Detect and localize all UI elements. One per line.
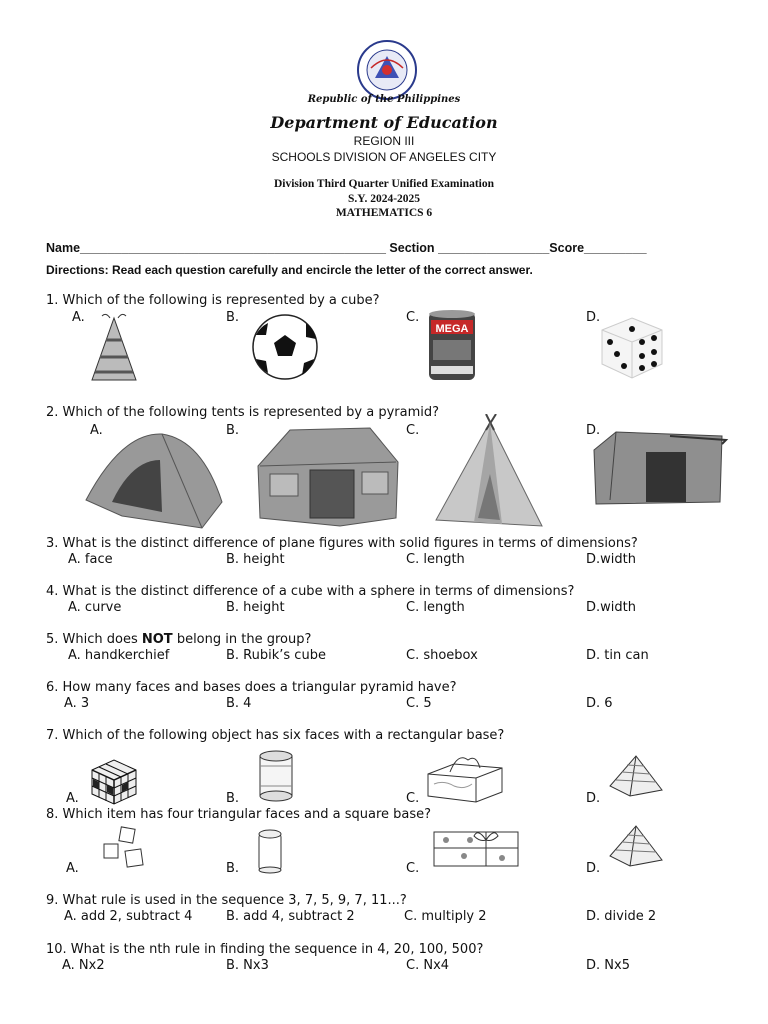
- gift-box-image: [430, 826, 522, 870]
- school-year: S.Y. 2024-2025: [347, 193, 421, 205]
- question-9: 9. What rule is used in the sequence 3, 7, 5, 9, 7, 11...?: [46, 893, 407, 908]
- q4-option-b[interactable]: B. height: [226, 600, 285, 615]
- canopy-tent-image: [590, 424, 730, 516]
- q8-option-b[interactable]: B.: [226, 861, 240, 876]
- q6-option-b[interactable]: B. 4: [226, 696, 252, 711]
- tissue-box-image: [424, 752, 506, 804]
- score-field[interactable]: _________: [584, 241, 647, 255]
- question-4: 4. What is the distinct difference of a cube with a sphere in terms of dimensions?: [46, 584, 575, 599]
- question-8: 8. Which item has four triangular faces and a square base?: [46, 807, 432, 822]
- question-7: 7. Which of the following object has six faces with a rectangular base?: [46, 728, 505, 743]
- q1-option-a[interactable]: A.: [72, 310, 85, 325]
- q6-option-c[interactable]: C. 5: [406, 696, 432, 711]
- rubiks-cube-image: [88, 758, 140, 806]
- deped-seal: [357, 40, 417, 100]
- q9-option-b[interactable]: B. add 4, subtract 2: [226, 909, 355, 924]
- region-label: REGION III: [353, 134, 415, 148]
- can-brand-label: MEGA: [435, 323, 469, 335]
- q6-option-d[interactable]: D. 6: [586, 696, 613, 711]
- question-1: 1. Which of the following is represented by a cube?: [46, 293, 380, 308]
- q1-option-c[interactable]: C.: [406, 310, 420, 325]
- republic-label: Republic of the Philippines: [307, 94, 461, 105]
- party-hat-image: [86, 312, 142, 384]
- dome-tent-image: [82, 430, 226, 530]
- q5-option-c[interactable]: C. shoebox: [406, 648, 478, 663]
- q5-text-pre: 5. Which does: [46, 632, 142, 647]
- sardine-can-image: [427, 308, 477, 384]
- q9-option-d[interactable]: D. divide 2: [586, 909, 657, 924]
- question-6: 6. How many faces and bases does a triangular pyramid have?: [46, 680, 457, 695]
- q8-option-a[interactable]: A.: [66, 861, 79, 876]
- ice-cubes-image: [100, 826, 148, 870]
- q7-option-d[interactable]: D.: [586, 791, 601, 806]
- q7-option-c[interactable]: C.: [406, 791, 420, 806]
- student-info-line: [46, 241, 647, 255]
- q9-option-a[interactable]: A. add 2, subtract 4: [64, 909, 193, 924]
- q10-option-a[interactable]: A. Nx2: [62, 958, 105, 973]
- subject-title: MATHEMATICS 6: [335, 207, 433, 219]
- q9-option-c[interactable]: C. multiply 2: [404, 909, 487, 924]
- name-field[interactable]: ____________________________________________: [80, 241, 386, 255]
- q5-text-post: belong in the group?: [172, 632, 312, 647]
- q7-option-b[interactable]: B.: [226, 791, 240, 806]
- q4-option-a[interactable]: A. curve: [68, 600, 122, 615]
- q3-option-c[interactable]: C. length: [406, 552, 465, 567]
- q5-text-bold: NOT: [141, 632, 173, 647]
- section-field[interactable]: ________________: [438, 241, 550, 255]
- soda-can-image: [256, 828, 284, 874]
- soccer-ball-image: [246, 313, 324, 381]
- section-label: Section: [389, 241, 435, 255]
- score-label: Score: [549, 241, 585, 255]
- q5-option-b[interactable]: B. Rubik’s cube: [226, 648, 326, 663]
- q2-option-b[interactable]: B.: [226, 423, 240, 438]
- dice-image: [588, 312, 674, 384]
- question-2: 2. Which of the following tents is represented by a pyramid?: [46, 405, 440, 420]
- q4-option-d[interactable]: D.width: [586, 600, 636, 615]
- q3-option-d[interactable]: D.width: [586, 552, 636, 567]
- q8-option-c[interactable]: C.: [406, 861, 420, 876]
- q3-option-a[interactable]: A. face: [68, 552, 113, 567]
- q2-option-d[interactable]: D.: [586, 423, 601, 438]
- exam-title: Division Third Quarter Unified Examination: [273, 178, 495, 190]
- q5-option-d[interactable]: D. tin can: [586, 648, 649, 663]
- cabin-tent-image: [250, 426, 402, 530]
- q10-option-c[interactable]: C. Nx4: [406, 958, 450, 973]
- q7-option-a[interactable]: A.: [66, 791, 79, 806]
- pyramid-image: [608, 754, 664, 798]
- directions: Directions: Read each question carefully and encircle the letter of the correct answer.: [46, 263, 533, 277]
- teepee-tent-image: [430, 414, 556, 534]
- q6-option-a[interactable]: A. 3: [64, 696, 90, 711]
- q5-option-a[interactable]: A. handkerchief: [68, 648, 170, 663]
- q10-option-b[interactable]: B. Nx3: [226, 958, 269, 973]
- q10-option-d[interactable]: D. Nx5: [586, 958, 630, 973]
- q8-option-d[interactable]: D.: [586, 861, 601, 876]
- q2-option-a[interactable]: A.: [90, 423, 103, 438]
- q1-option-b[interactable]: B.: [226, 310, 240, 325]
- question-5: [46, 632, 311, 647]
- department-title: Department of Education: [270, 113, 498, 132]
- pyramid-image: [608, 824, 664, 868]
- q3-option-b[interactable]: B. height: [226, 552, 285, 567]
- question-3: 3. What is the distinct difference of plane figures with solid figures in terms of dimensions?: [46, 536, 638, 551]
- q1-option-d[interactable]: D.: [586, 310, 601, 325]
- q2-option-c[interactable]: C.: [406, 423, 420, 438]
- division-label: SCHOOLS DIVISION OF ANGELES CITY: [271, 150, 497, 164]
- question-10: 10. What is the nth rule in finding the sequence in 4, 20, 100, 500?: [46, 942, 484, 957]
- q4-option-c[interactable]: C. length: [406, 600, 465, 615]
- name-label: Name: [46, 241, 81, 255]
- tin-can-image: [256, 750, 296, 802]
